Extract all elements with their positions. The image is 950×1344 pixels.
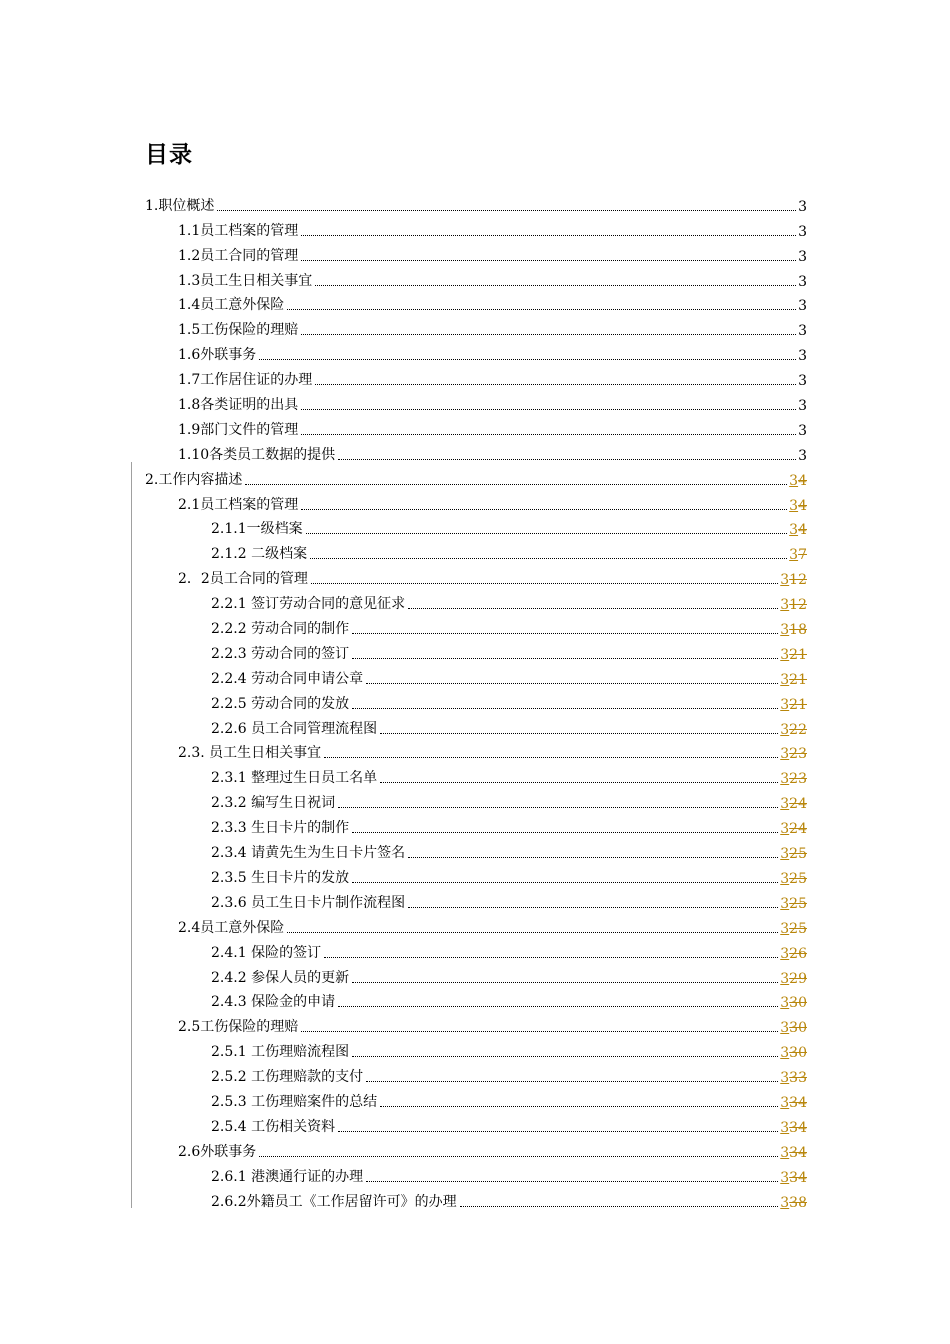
toc-entry[interactable] (145, 215, 807, 240)
toc-entry-page (780, 672, 807, 688)
inserted-page-number: 3 (780, 821, 790, 838)
toc-entry-page: 3 (798, 298, 807, 315)
dot-leader (217, 209, 796, 211)
toc-entry[interactable] (145, 738, 807, 763)
toc-entry-label: 2.1员工档案的管理 (178, 496, 299, 513)
toc-entry-page (780, 896, 807, 912)
deleted-page-number: 33 (789, 1070, 807, 1087)
dot-leader (352, 632, 778, 634)
dot-leader (301, 259, 796, 261)
dot-leader (338, 458, 796, 460)
toc-entry-label: 1.4员工意外保险 (178, 297, 285, 314)
toc-entry[interactable] (145, 1161, 807, 1186)
deleted-page-number: 23 (789, 771, 807, 788)
inserted-page-number: 3 (780, 1070, 790, 1087)
toc-entry-page (780, 921, 807, 937)
dot-leader (287, 308, 796, 310)
toc-entry-page (780, 1020, 807, 1036)
inserted-page-number: 3 (789, 547, 799, 564)
toc-entry-label: 1.5工伤保险的理赔 (178, 322, 299, 339)
dot-leader (259, 358, 796, 360)
toc-entry-page (780, 722, 807, 738)
toc-entry-label: 2.2.5 劳动合同的发放 (211, 695, 350, 712)
toc-entry-page: 3 (798, 323, 807, 340)
inserted-page-number: 3 (780, 696, 790, 713)
inserted-page-number: 3 (780, 671, 790, 688)
toc-entry-label: 2.3. 员工生日相关事宜 (178, 745, 322, 762)
toc-entry[interactable] (145, 937, 807, 962)
inserted-page-number: 3 (780, 895, 790, 912)
toc-entry-label: 2.2.4 劳动合同申请公章 (211, 670, 364, 687)
toc-entry-page (789, 547, 807, 563)
toc-entry-page (780, 647, 807, 663)
toc-entry-label: 2.5.4 工伤相关资料 (211, 1118, 336, 1135)
inserted-page-number: 3 (780, 1144, 790, 1161)
toc-entry-page: 3 (798, 373, 807, 390)
toc-entry-label: 1.10各类员工数据的提供 (178, 446, 336, 463)
toc-entry[interactable] (145, 464, 807, 489)
deleted-page-number: 12 (789, 572, 807, 589)
toc-entry-label: 2.5.1 工伤理赔流程图 (211, 1044, 350, 1061)
toc-entry-page: 3 (798, 447, 807, 464)
toc-entry[interactable] (145, 563, 807, 588)
inserted-page-number: 3 (780, 771, 790, 788)
toc-entry-page (780, 622, 807, 638)
deleted-page-number: 30 (789, 995, 807, 1012)
deleted-page-number: 4 (798, 497, 807, 514)
toc-entry[interactable] (145, 489, 807, 514)
inserted-page-number: 3 (780, 945, 790, 962)
dot-leader (301, 333, 796, 335)
toc-entry-label: 2.5.2 工伤理赔款的支付 (211, 1069, 364, 1086)
dot-leader (301, 508, 787, 510)
dot-leader (301, 234, 796, 236)
toc-entry[interactable] (145, 190, 807, 215)
dot-leader (301, 1030, 778, 1032)
toc-entry-label: 2.3.3 生日卡片的制作 (211, 820, 350, 837)
dot-leader (311, 582, 778, 584)
toc-entry[interactable] (145, 1061, 807, 1086)
toc-entry-page: 3 (798, 422, 807, 439)
toc-entry-label: 1.8各类证明的出具 (178, 397, 299, 414)
inserted-page-number: 3 (780, 870, 790, 887)
dot-leader (245, 483, 787, 485)
dot-leader (352, 707, 778, 709)
dot-leader (380, 732, 778, 734)
inserted-page-number: 3 (780, 1194, 790, 1211)
toc-entry-label: 2.1.2 二级档案 (211, 546, 308, 563)
deleted-page-number: 22 (789, 721, 807, 738)
inserted-page-number: 3 (789, 472, 799, 489)
deleted-page-number: 25 (789, 870, 807, 887)
toc-entry[interactable] (145, 688, 807, 713)
toc-title: 目录 (145, 142, 193, 168)
toc-entry-page: 3 (798, 273, 807, 290)
dot-leader (352, 881, 778, 883)
dot-leader (306, 532, 788, 534)
toc-entry-page (780, 771, 807, 787)
toc-entry-label: 1.6外联事务 (178, 347, 257, 364)
toc-entry-page (780, 1145, 807, 1161)
toc-entry-page (789, 498, 807, 514)
dot-leader (338, 806, 778, 808)
deleted-page-number: 21 (789, 671, 807, 688)
toc-entry[interactable] (145, 762, 807, 787)
deleted-page-number: 29 (789, 970, 807, 987)
deleted-page-number: 30 (789, 1020, 807, 1037)
inserted-page-number: 3 (780, 597, 790, 614)
toc-entry[interactable] (145, 887, 807, 912)
toc-entry-page: 3 (798, 348, 807, 365)
toc-entry-page: 3 (798, 198, 807, 215)
revision-bar (131, 462, 132, 1208)
toc-entry-label: 1.1员工档案的管理 (178, 222, 299, 239)
dot-leader (301, 408, 796, 410)
toc-entry[interactable] (145, 1011, 807, 1036)
dot-leader (408, 856, 778, 858)
dot-leader (315, 284, 796, 286)
toc-entry[interactable] (145, 265, 807, 290)
toc-entry-label: 2.6.1 港澳通行证的办理 (211, 1168, 364, 1185)
toc-entry-label: 2.1.1一级档案 (211, 521, 303, 538)
toc-entry[interactable] (145, 588, 807, 613)
deleted-page-number: 34 (789, 1094, 807, 1111)
toc-entry-page (780, 1095, 807, 1111)
dot-leader (380, 781, 778, 783)
deleted-page-number: 25 (789, 895, 807, 912)
toc-entry-label: 2.3.2 编写生日祝词 (211, 795, 336, 812)
deleted-page-number: 4 (798, 522, 807, 539)
deleted-page-number: 34 (789, 1119, 807, 1136)
deleted-page-number: 26 (789, 945, 807, 962)
toc-entry-label: 2.4.3 保险金的申请 (211, 994, 336, 1011)
deleted-page-number: 38 (789, 1194, 807, 1211)
toc-entry-label: 1.2员工合同的管理 (178, 247, 299, 264)
toc-entry-label: 2.2.2 劳动合同的制作 (211, 621, 350, 638)
toc-entry-page (789, 473, 807, 489)
inserted-page-number: 3 (780, 1169, 790, 1186)
toc-entry[interactable] (145, 663, 807, 688)
inserted-page-number: 3 (780, 995, 790, 1012)
toc-entry-label: 2.2.3 劳动合同的签订 (211, 645, 350, 662)
toc-entry-page (780, 1120, 807, 1136)
toc-entry[interactable] (145, 1186, 807, 1211)
toc-entry-page: 3 (798, 398, 807, 415)
toc-entry[interactable] (145, 414, 807, 439)
dot-leader (352, 657, 778, 659)
deleted-page-number: 12 (789, 597, 807, 614)
toc-entry-label: 1.3员工生日相关事宜 (178, 272, 313, 289)
dot-leader (352, 981, 778, 983)
deleted-page-number: 4 (798, 472, 807, 489)
deleted-page-number: 21 (789, 646, 807, 663)
toc-entry-label: 2.2.1 签订劳动合同的意见征求 (211, 596, 406, 613)
inserted-page-number: 3 (780, 1094, 790, 1111)
deleted-page-number: 25 (789, 846, 807, 863)
dot-leader (287, 931, 778, 933)
toc-entry-page: 3 (798, 223, 807, 240)
toc-entry-page (789, 522, 807, 538)
inserted-page-number: 3 (780, 970, 790, 987)
dot-leader (259, 1155, 778, 1157)
toc-entry[interactable] (145, 912, 807, 937)
toc-entry-page (780, 796, 807, 812)
dot-leader (352, 831, 778, 833)
deleted-page-number: 7 (798, 547, 807, 564)
inserted-page-number: 3 (780, 1045, 790, 1062)
dot-leader (352, 1055, 778, 1057)
toc-entry[interactable] (145, 1111, 807, 1136)
toc-entry[interactable] (145, 787, 807, 812)
toc-entry[interactable] (145, 514, 807, 539)
toc-entry-label: 2.工作内容描述 (145, 471, 243, 488)
toc-entry[interactable] (145, 837, 807, 862)
deleted-page-number: 24 (789, 821, 807, 838)
toc-entry-label: 2.4员工意外保险 (178, 919, 285, 936)
inserted-page-number: 3 (780, 646, 790, 663)
deleted-page-number: 34 (789, 1169, 807, 1186)
inserted-page-number: 3 (780, 746, 790, 763)
toc-entry-page (780, 597, 807, 613)
dot-leader (460, 1205, 779, 1207)
inserted-page-number: 3 (789, 522, 799, 539)
toc-entry-label: 2.3.6 员工生日卡片制作流程图 (211, 894, 406, 911)
deleted-page-number: 30 (789, 1045, 807, 1062)
toc-entry-page: 3 (798, 248, 807, 265)
deleted-page-number: 25 (789, 920, 807, 937)
toc-entry-label: 2.2.6 员工合同管理流程图 (211, 720, 378, 737)
toc-entry-page (780, 746, 807, 762)
toc-entry[interactable] (145, 314, 807, 339)
toc-entry[interactable] (145, 962, 807, 987)
deleted-page-number: 18 (789, 622, 807, 639)
deleted-page-number: 24 (789, 796, 807, 813)
toc-entry[interactable] (145, 987, 807, 1012)
dot-leader (310, 557, 787, 559)
inserted-page-number: 3 (780, 721, 790, 738)
deleted-page-number: 34 (789, 1144, 807, 1161)
toc-entry-page (780, 821, 807, 837)
inserted-page-number: 3 (780, 846, 790, 863)
toc-entry-page (780, 971, 807, 987)
dot-leader (338, 1130, 778, 1132)
deleted-page-number: 21 (789, 696, 807, 713)
dot-leader (408, 607, 778, 609)
dot-leader (324, 756, 778, 758)
inserted-page-number: 3 (780, 920, 790, 937)
toc-entry[interactable] (145, 439, 807, 464)
toc-entry-label: 2.4.2 参保人员的更新 (211, 969, 350, 986)
inserted-page-number: 3 (780, 622, 790, 639)
toc-entry-label: 2.3.1 整理过生日员工名单 (211, 770, 378, 787)
toc-entry[interactable] (145, 538, 807, 563)
inserted-page-number: 3 (780, 1119, 790, 1136)
toc-entry-label: 1.9部门文件的管理 (178, 421, 299, 438)
toc-entry[interactable] (145, 1136, 807, 1161)
toc-entry[interactable] (145, 339, 807, 364)
deleted-page-number: 23 (789, 746, 807, 763)
table-of-contents (145, 190, 807, 1211)
toc-entry-label: 2.6外联事务 (178, 1143, 257, 1160)
toc-entry-page (780, 1070, 807, 1086)
toc-entry[interactable] (145, 638, 807, 663)
toc-entry[interactable] (145, 812, 807, 837)
inserted-page-number: 3 (780, 1020, 790, 1037)
toc-entry-label: 2．2员工合同的管理 (178, 571, 308, 588)
inserted-page-number: 3 (780, 796, 790, 813)
dot-leader (366, 1080, 778, 1082)
toc-entry[interactable] (145, 1086, 807, 1111)
toc-entry-label: 2.6.2外籍员工《工作居留许可》的办理 (211, 1193, 457, 1210)
toc-entry-page (780, 1170, 807, 1186)
toc-entry-page (780, 1195, 807, 1211)
toc-entry[interactable] (145, 364, 807, 389)
toc-entry-page (780, 846, 807, 862)
toc-entry-page (780, 697, 807, 713)
inserted-page-number: 3 (789, 497, 799, 514)
toc-entry-label: 1.职位概述 (145, 197, 215, 214)
toc-entry-page (780, 995, 807, 1011)
toc-entry-label: 2.4.1 保险的签订 (211, 944, 322, 961)
dot-leader (301, 433, 796, 435)
toc-entry[interactable] (145, 240, 807, 265)
toc-entry[interactable] (145, 290, 807, 315)
toc-entry[interactable] (145, 613, 807, 638)
toc-entry[interactable] (145, 1036, 807, 1061)
toc-entry[interactable] (145, 713, 807, 738)
dot-leader (408, 906, 778, 908)
toc-entry[interactable] (145, 389, 807, 414)
toc-entry-label: 2.3.5 生日卡片的发放 (211, 869, 350, 886)
dot-leader (315, 383, 796, 385)
inserted-page-number: 3 (780, 572, 790, 589)
toc-entry-label: 2.5工伤保险的理赔 (178, 1019, 299, 1036)
toc-entry-label: 1.7工作居住证的办理 (178, 372, 313, 389)
dot-leader (338, 1005, 778, 1007)
toc-entry-label: 2.3.4 请黄先生为生日卡片签名 (211, 845, 406, 862)
dot-leader (324, 956, 778, 958)
toc-entry-page (780, 871, 807, 887)
dot-leader (366, 682, 778, 684)
dot-leader (366, 1180, 778, 1182)
toc-entry-page (780, 1045, 807, 1061)
toc-entry-page (780, 572, 807, 588)
toc-entry-page (780, 946, 807, 962)
dot-leader (380, 1105, 778, 1107)
toc-entry-label: 2.5.3 工伤理赔案件的总结 (211, 1093, 378, 1110)
toc-entry[interactable] (145, 862, 807, 887)
